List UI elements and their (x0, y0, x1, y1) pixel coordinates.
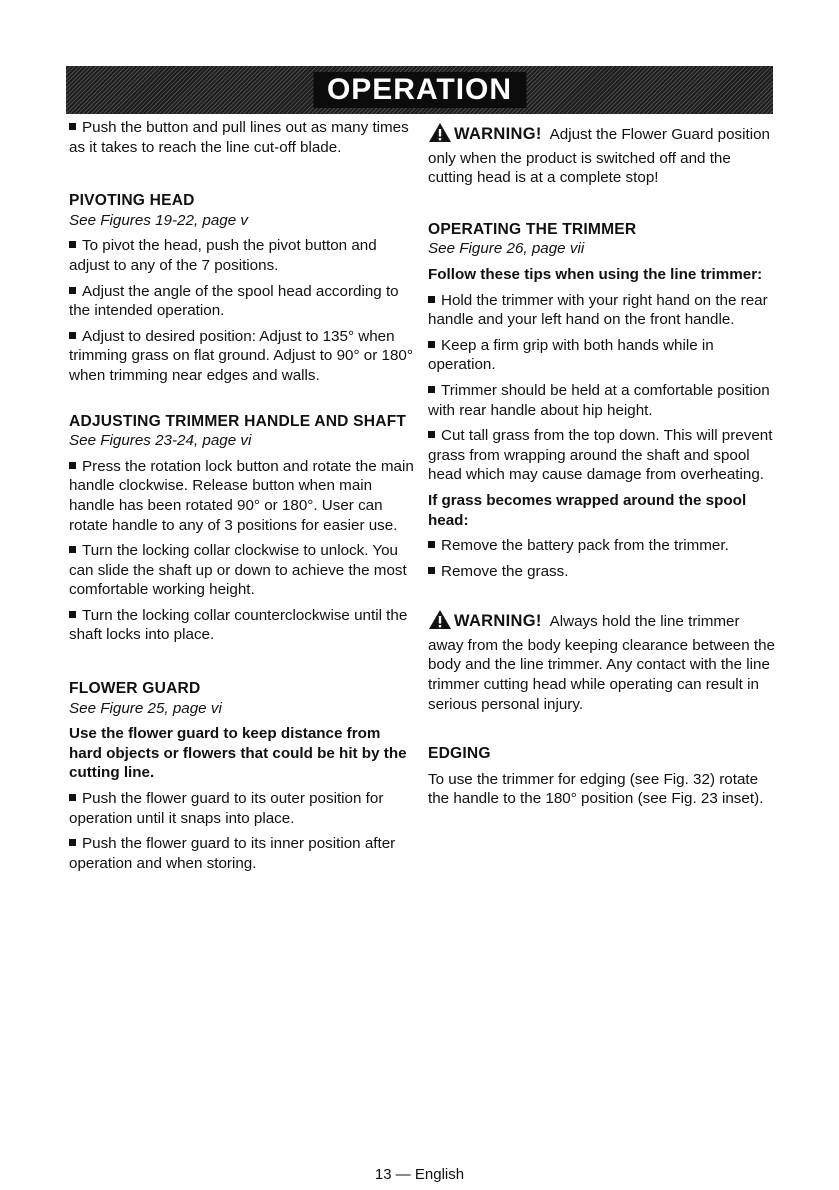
operating-bullet: Hold the trimmer with your right hand on the rear handle and your left hand on the front handle. (428, 291, 776, 330)
warning-label: WARNING! (454, 612, 542, 631)
edging-text: To use the trimmer for edging (see Fig. 32) rotate the handle to the 180° position (see Fig. 23 inset). (428, 770, 764, 808)
warning-contact (428, 609, 776, 714)
handle-bullet: Turn the locking collar clockwise to unlock. You can slide the shaft up or down to achieve the most comfortable working height. (69, 541, 414, 600)
grass-bullet: Remove the grass. (428, 562, 776, 582)
flower-guard-instruction: Use the flower guard to keep distance from hard objects or flowers that could be hit by the cutting line. (69, 725, 407, 782)
operating-bullet: Keep a firm grip with both hands while in operation. (428, 336, 776, 375)
operating-bullet: Trimmer should be held at a comfortable position with rear handle about hip height. (428, 381, 776, 420)
pivoting-bullet: Adjust to desired position: Adjust to 135° when trimming grass on flat ground. Adjust to 90° or 180° when trimming near edges and walls. (69, 327, 413, 384)
heading-adjusting-handle: ADJUSTING TRIMMER HANDLE AND SHAFT (69, 412, 407, 430)
warning-triangle-icon (428, 122, 452, 149)
handle-bullet: Turn the locking collar counterclockwise until the shaft locks into place. (69, 606, 414, 645)
grass-bullet: Remove the battery pack from the trimmer. (428, 536, 776, 556)
heading-edging: EDGING (428, 745, 491, 763)
flower-bullet: Push the flower guard to its inner position after operation and when storing. (69, 834, 414, 873)
ref-adjusting-handle: See Figures 23-24, page vi (69, 432, 252, 450)
heading-pivoting-head: PIVOTING HEAD (69, 192, 195, 210)
pivoting-bullet: Adjust the angle of the spool head according to the intended operation. (69, 282, 414, 321)
warning-text: Adjust the Flower Guard position only when the product is switched off and the cutting head is at a complete stop! (428, 126, 770, 187)
warning-flower-guard (428, 122, 776, 188)
ref-flower-guard: See Figure 25, page vi (69, 699, 222, 717)
heading-flower-guard: FLOWER GUARD (69, 680, 201, 698)
ref-pivoting-head: See Figures 19-22, page v (69, 211, 248, 229)
grass-wrapped-title: If grass becomes wrapped around the spool head: (428, 491, 747, 529)
page-footer: 13 — English (374, 1166, 465, 1183)
right-column (428, 118, 776, 815)
warning-text: Always hold the line trimmer away from the body keeping clearance between the body and the line trimmer. Any contact with the line trimmer cutting head while operating can result in serious personal injury. (428, 613, 775, 713)
warning-label: WARNING! (454, 125, 542, 143)
section-banner (66, 66, 773, 114)
operating-bullet: Cut tall grass from the top down. This will prevent grass from wrapping around the shaft and spool head which may cause damage from overheating. (428, 426, 776, 485)
intro-bullet: Push the button and pull lines out as many times as it takes to reach the line cut-off blade. (69, 118, 414, 157)
operating-tips-title: Follow these tips when using the line trimmer: (428, 265, 763, 283)
section-title: OPERATION (313, 72, 526, 108)
heading-operating-trimmer: OPERATING THE TRIMMER (428, 220, 637, 238)
pivoting-bullet: To pivot the head, push the pivot button and adjust to any of the 7 positions. (69, 236, 414, 275)
handle-bullet: Press the rotation lock button and rotate the main handle clockwise. Release button when main handle has been rotated 90° or 180°. User can rotate handle to any of 3 positions for easier use. (69, 457, 414, 534)
ref-operating-trimmer: See Figure 26, page vii (428, 240, 585, 258)
left-column (69, 118, 414, 879)
warning-triangle-icon (428, 609, 452, 636)
flower-bullet: Push the flower guard to its outer position for operation until it snaps into place. (69, 789, 414, 828)
